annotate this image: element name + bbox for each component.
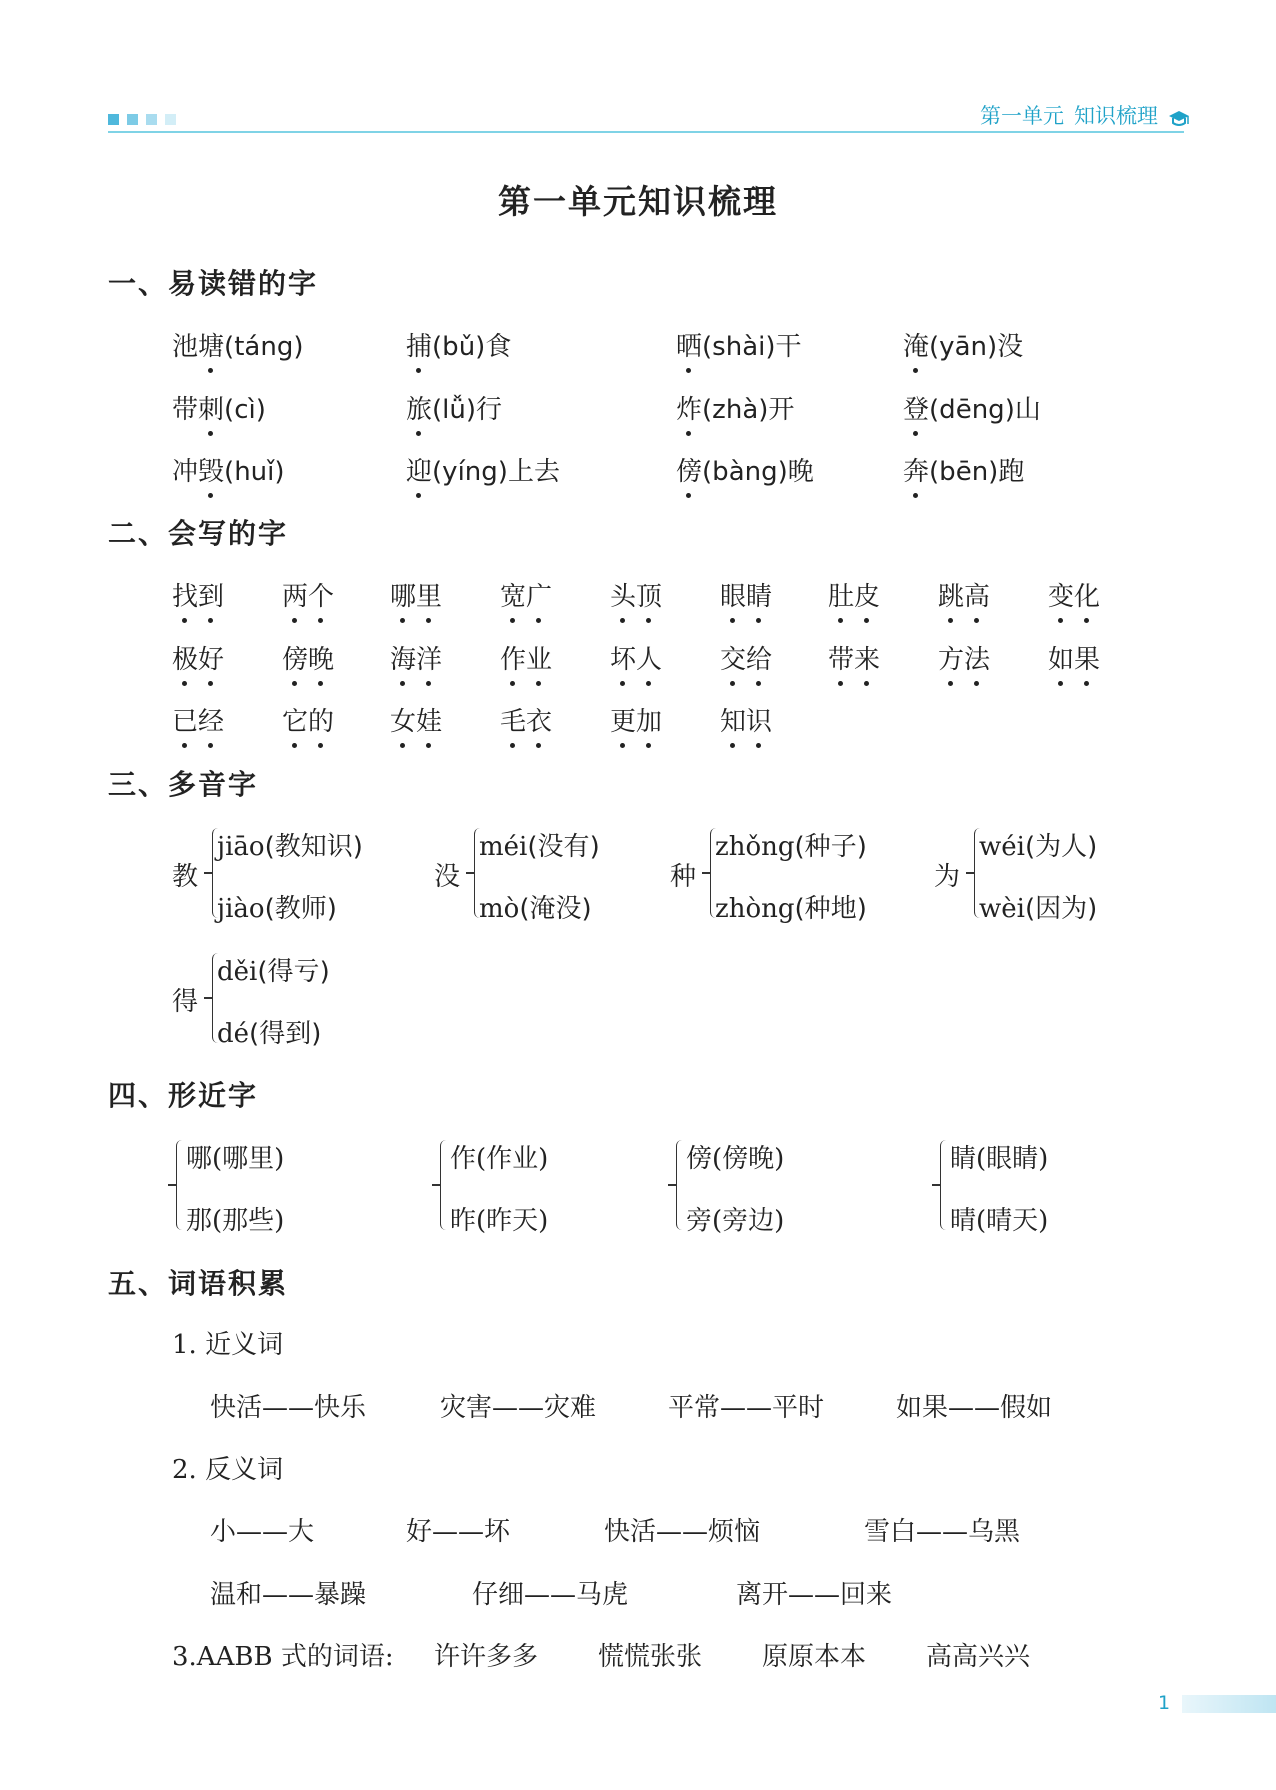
writing-word: 如果 bbox=[1048, 639, 1100, 676]
section-heading-2: 二、会写的字 bbox=[108, 517, 289, 550]
similar-char-pair: 昨(昨天) bbox=[450, 1206, 549, 1236]
easy-misread-word: 旅(lǚ)行 bbox=[406, 389, 502, 426]
writing-word: 它的 bbox=[282, 701, 334, 738]
header-decoration bbox=[108, 114, 176, 125]
easy-misread-word: 带刺(cì) bbox=[172, 389, 266, 426]
easy-misread-word: 奔(bēn)跑 bbox=[903, 451, 1024, 488]
writing-word: 极好 bbox=[172, 639, 224, 676]
similar-char-pair: 睛(眼睛) bbox=[950, 1144, 1049, 1174]
synonym-pair: 快活——快乐 bbox=[210, 1393, 367, 1423]
header-unit: 第一单元 bbox=[980, 104, 1064, 128]
antonym-pair: 小——大 bbox=[210, 1517, 315, 1547]
antonym-pair: 雪白——乌黑 bbox=[864, 1517, 1021, 1547]
easy-misread-word: 冲毁(huǐ) bbox=[172, 451, 285, 488]
easy-misread-word: 登(dēng)山 bbox=[903, 389, 1041, 426]
easy-misread-word: 炸(zhà)开 bbox=[676, 389, 794, 426]
polyphone-reading: mò(淹没) bbox=[479, 894, 592, 924]
section-heading-5: 五、词语积累 bbox=[108, 1267, 289, 1300]
polyphone-reading: dé(得到) bbox=[217, 1019, 322, 1049]
header-square bbox=[146, 114, 157, 125]
polyphone-char: 教 bbox=[172, 862, 199, 892]
similar-char-pair: 作(作业) bbox=[450, 1144, 549, 1174]
polyphone-reading: jiāo(教知识) bbox=[217, 832, 363, 862]
writing-word: 毛衣 bbox=[500, 701, 552, 738]
aabb-word: 慌慌张张 bbox=[598, 1642, 703, 1672]
section-heading-3: 三、多音字 bbox=[108, 768, 259, 801]
writing-word: 女娃 bbox=[390, 701, 442, 738]
polyphone-char: 得 bbox=[172, 987, 199, 1017]
footer-bar bbox=[1182, 1695, 1276, 1713]
header-topic: 知识梳理 bbox=[1074, 104, 1158, 128]
writing-word: 变化 bbox=[1048, 576, 1100, 613]
aabb-label: 3.AABB 式的词语: bbox=[172, 1642, 394, 1672]
similar-char-pair: 傍(傍晚) bbox=[686, 1144, 785, 1174]
header-square bbox=[108, 114, 119, 125]
polyphone-reading: zhòng(种地) bbox=[715, 894, 867, 924]
section-heading-1: 一、易读错的字 bbox=[108, 267, 319, 300]
synonym-pair: 灾害——灾难 bbox=[440, 1393, 597, 1423]
synonym-pair: 如果——假如 bbox=[896, 1393, 1053, 1423]
polyphone-char: 为 bbox=[934, 862, 961, 892]
writing-word: 宽广 bbox=[500, 576, 552, 613]
easy-misread-word: 池塘(táng) bbox=[172, 326, 303, 363]
page-title: 第一单元知识梳理 bbox=[498, 182, 778, 221]
writing-word: 找到 bbox=[172, 576, 224, 613]
polyphone-reading: jiào(教师) bbox=[217, 894, 337, 924]
writing-word: 肚皮 bbox=[828, 576, 880, 613]
polyphone-reading: méi(没有) bbox=[479, 832, 600, 862]
polyphone-reading: děi(得亏) bbox=[217, 957, 330, 987]
writing-word: 两个 bbox=[282, 576, 334, 613]
polyphone-reading: zhǒng(种子) bbox=[715, 832, 867, 862]
similar-char-pair: 旁(旁边) bbox=[686, 1206, 785, 1236]
antonym-pair: 好——坏 bbox=[406, 1517, 511, 1547]
writing-word: 海洋 bbox=[390, 639, 442, 676]
writing-word: 知识 bbox=[720, 701, 772, 738]
writing-word: 跳高 bbox=[938, 576, 990, 613]
easy-misread-word: 傍(bàng)晚 bbox=[676, 451, 814, 488]
writing-word: 坏人 bbox=[610, 639, 662, 676]
polyphone-reading: wéi(为人) bbox=[979, 832, 1098, 862]
polyphone-char: 种 bbox=[670, 862, 697, 892]
similar-char-pair: 那(那些) bbox=[186, 1206, 285, 1236]
polyphone-reading: wèi(因为) bbox=[979, 894, 1098, 924]
synonym-pair: 平常——平时 bbox=[668, 1393, 825, 1423]
header-square bbox=[165, 114, 176, 125]
aabb-word: 高高兴兴 bbox=[926, 1642, 1031, 1672]
aabb-word: 原原本本 bbox=[762, 1642, 867, 1672]
page-number: 1 bbox=[1158, 1692, 1171, 1714]
writing-word: 更加 bbox=[610, 701, 662, 738]
antonym-pair: 快活——烦恼 bbox=[604, 1517, 761, 1547]
graduation-cap-icon bbox=[1168, 108, 1190, 130]
writing-word: 哪里 bbox=[390, 576, 442, 613]
header-square bbox=[127, 114, 138, 125]
aabb-word: 许许多多 bbox=[434, 1642, 539, 1672]
easy-misread-word: 晒(shài)干 bbox=[676, 326, 802, 363]
writing-word: 已经 bbox=[172, 701, 224, 738]
easy-misread-word: 捕(bǔ)食 bbox=[406, 326, 511, 363]
antonym-pair: 离开——回来 bbox=[736, 1580, 893, 1610]
writing-word: 方法 bbox=[938, 639, 990, 676]
antonym-label: 2. 反义词 bbox=[172, 1455, 284, 1485]
section-heading-4: 四、形近字 bbox=[108, 1079, 259, 1112]
easy-misread-word: 迎(yíng)上去 bbox=[406, 451, 560, 488]
writing-word: 头顶 bbox=[610, 576, 662, 613]
writing-word: 交给 bbox=[720, 639, 772, 676]
writing-word: 作业 bbox=[500, 639, 552, 676]
similar-char-pair: 晴(晴天) bbox=[950, 1206, 1049, 1236]
writing-word: 眼睛 bbox=[720, 576, 772, 613]
writing-word: 傍晚 bbox=[282, 639, 334, 676]
easy-misread-word: 淹(yān)没 bbox=[903, 326, 1023, 363]
antonym-pair: 仔细——马虎 bbox=[472, 1580, 629, 1610]
antonym-pair: 温和——暴躁 bbox=[210, 1580, 367, 1610]
synonym-label: 1. 近义词 bbox=[172, 1330, 284, 1360]
polyphone-char: 没 bbox=[434, 862, 461, 892]
writing-word: 带来 bbox=[828, 639, 880, 676]
header-rule bbox=[108, 131, 1184, 133]
header-label bbox=[980, 100, 1190, 130]
similar-char-pair: 哪(哪里) bbox=[186, 1144, 285, 1174]
